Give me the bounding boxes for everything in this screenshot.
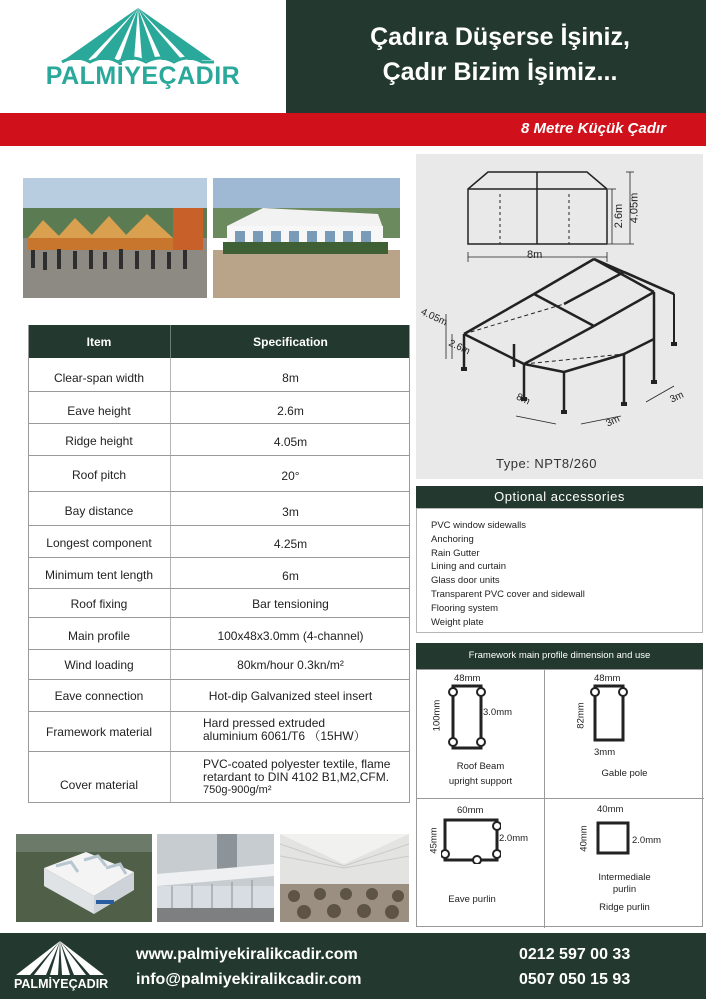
page-title: 8 Metre Küçük Çadır xyxy=(520,120,666,137)
phone-1[interactable]: 0212 597 00 33 xyxy=(519,946,631,963)
iso-length-label: 8m xyxy=(514,391,532,408)
photo-white-tent xyxy=(213,178,400,298)
eave-purlin-height: 45mm xyxy=(428,827,440,854)
list-item: Anchoring xyxy=(431,533,474,545)
header-specification: Specification xyxy=(253,335,328,349)
item-cell: Cover material xyxy=(59,778,139,792)
item-cell: Clear-span width xyxy=(53,371,145,385)
item-cell: Eave height xyxy=(67,404,131,418)
website-link[interactable]: www.palmiyekiralikcadir.com xyxy=(136,946,358,963)
eave-purlin-thickness: 2.0mm xyxy=(499,833,529,844)
list-item: Flooring system xyxy=(431,602,499,614)
iso-bay-label-1: 3m xyxy=(604,413,622,430)
header xyxy=(0,0,706,113)
iso-eave-label: 2.6m xyxy=(446,337,472,358)
ridge-purlin-name: Ridge purlin xyxy=(599,902,650,913)
framework-profiles xyxy=(416,669,703,927)
spec-cell: 20° xyxy=(281,469,300,483)
list-item: Weight plate xyxy=(431,616,484,628)
tent-drawing xyxy=(416,154,703,479)
photo-tents-crowd xyxy=(23,178,207,298)
header-item: Item xyxy=(86,335,112,349)
list-item: Lining and curtain xyxy=(431,561,506,573)
gable-pole-height: 82mm xyxy=(575,702,587,729)
list-item: PVC window sidewalls xyxy=(431,520,527,531)
spec-cell: Hot-dip Galvanized steel insert xyxy=(208,689,373,703)
spec-line: Hard pressed extruded xyxy=(203,716,326,730)
iso-ridge-label: 4.05m xyxy=(418,306,449,329)
spec-line: retardant to DIN 4102 B1,M2,CFM. xyxy=(203,770,390,784)
spec-cell: 2.6m xyxy=(277,404,304,418)
item-cell: Framework material xyxy=(45,725,153,739)
slogan-line-1: Çadıra Düşerse İşiniz, xyxy=(370,23,630,51)
logo-text: PALMİYEÇADIR xyxy=(45,62,241,90)
ridge-purlin-thickness: 2.0mm xyxy=(632,835,662,846)
spec-cell: 4.25m xyxy=(273,537,308,551)
title-bar xyxy=(0,113,706,146)
front-width-label: 8m xyxy=(527,249,543,261)
spec-line: 750g-900g/m² xyxy=(203,784,272,796)
list-item: Transparent PVC cover and sidewall xyxy=(431,588,585,600)
roof-beam-width: 48mm xyxy=(454,673,481,684)
footer-logo-text: PALMİYEÇADIR xyxy=(14,977,109,991)
tent-type-label: Type: NPT8/260 xyxy=(496,456,597,471)
item-cell: Roof pitch xyxy=(71,468,127,482)
item-cell: Longest component xyxy=(46,536,152,550)
roof-beam-use: upright support xyxy=(448,776,513,787)
slogan xyxy=(300,20,700,90)
spec-cell: 8m xyxy=(282,371,299,385)
ridge-purlin-label xyxy=(545,872,704,914)
item-cell: Bay distance xyxy=(64,504,134,518)
spec-table-frame xyxy=(28,325,410,803)
front-eave-label: 2.6m xyxy=(613,203,626,229)
photo-glass-wall-tent xyxy=(157,834,274,922)
intermediate-purlin-name-2: purlin xyxy=(612,884,637,895)
ridge-purlin-width: 40mm xyxy=(597,804,624,815)
item-cell: Ridge height xyxy=(65,434,133,448)
front-ridge-label: 4.05m xyxy=(628,192,641,224)
photo-tent-interior xyxy=(280,834,409,922)
spec-cell: Bar tensioning xyxy=(252,597,329,611)
spec-cell: 4.05m xyxy=(273,435,308,449)
eave-purlin-profile xyxy=(441,816,501,864)
gable-pole-width: 48mm xyxy=(594,673,621,684)
accessories-list xyxy=(416,508,703,633)
roof-beam-name: Roof Beam xyxy=(456,761,505,772)
phone-2[interactable]: 0507 050 15 93 xyxy=(519,971,631,988)
iso-bay-label-2: 3m xyxy=(668,389,686,406)
palm-tent-logo-icon xyxy=(58,6,218,66)
photo-tent-aerial xyxy=(16,834,152,922)
spec-cell: 3m xyxy=(282,505,299,519)
list-item: Glass door units xyxy=(431,575,500,587)
item-cell: Minimum tent length xyxy=(44,568,154,582)
intermediate-purlin-name: Intermediale xyxy=(598,872,651,883)
item-cell: Main profile xyxy=(67,629,131,643)
roof-beam-label xyxy=(417,761,544,788)
spec-cell: 80km/hour 0.3kn/m² xyxy=(237,658,344,672)
gable-pole-thickness: 3mm xyxy=(594,747,616,758)
email-link[interactable]: info@palmiyekiralikcadir.com xyxy=(136,971,362,988)
logo[interactable] xyxy=(0,0,286,113)
footer xyxy=(0,933,706,999)
eave-purlin-label: Eave purlin xyxy=(448,894,496,905)
ridge-purlin-height: 40mm xyxy=(578,825,590,852)
spec-cell: 100x48x3.0mm (4-channel) xyxy=(217,629,364,643)
framework-title: Framework main profile dimension and use xyxy=(416,643,703,669)
roof-beam-profile xyxy=(447,682,487,752)
item-cell: Eave connection xyxy=(54,689,144,703)
roof-beam-height: 100mm xyxy=(431,699,443,732)
item-cell: Wind loading xyxy=(64,658,134,672)
roof-beam-thickness: 3.0mm xyxy=(483,707,513,718)
item-cell: Roof fixing xyxy=(70,597,128,611)
list-item: Rain Gutter xyxy=(431,547,480,559)
slogan-line-2: Çadır Bizim İşimiz... xyxy=(382,58,618,86)
spec-cell: 6m xyxy=(282,569,299,583)
spec-line: aluminium 6061/T6 （15HW） xyxy=(203,729,366,743)
gable-pole-label: Gable pole xyxy=(601,768,648,779)
ridge-purlin-profile xyxy=(595,820,631,856)
gable-pole-profile xyxy=(589,682,629,744)
spec-line: PVC-coated polyester textile, flame xyxy=(203,757,391,771)
eave-purlin-width: 60mm xyxy=(457,805,484,816)
accessories-title: Optional accessories xyxy=(416,486,703,508)
